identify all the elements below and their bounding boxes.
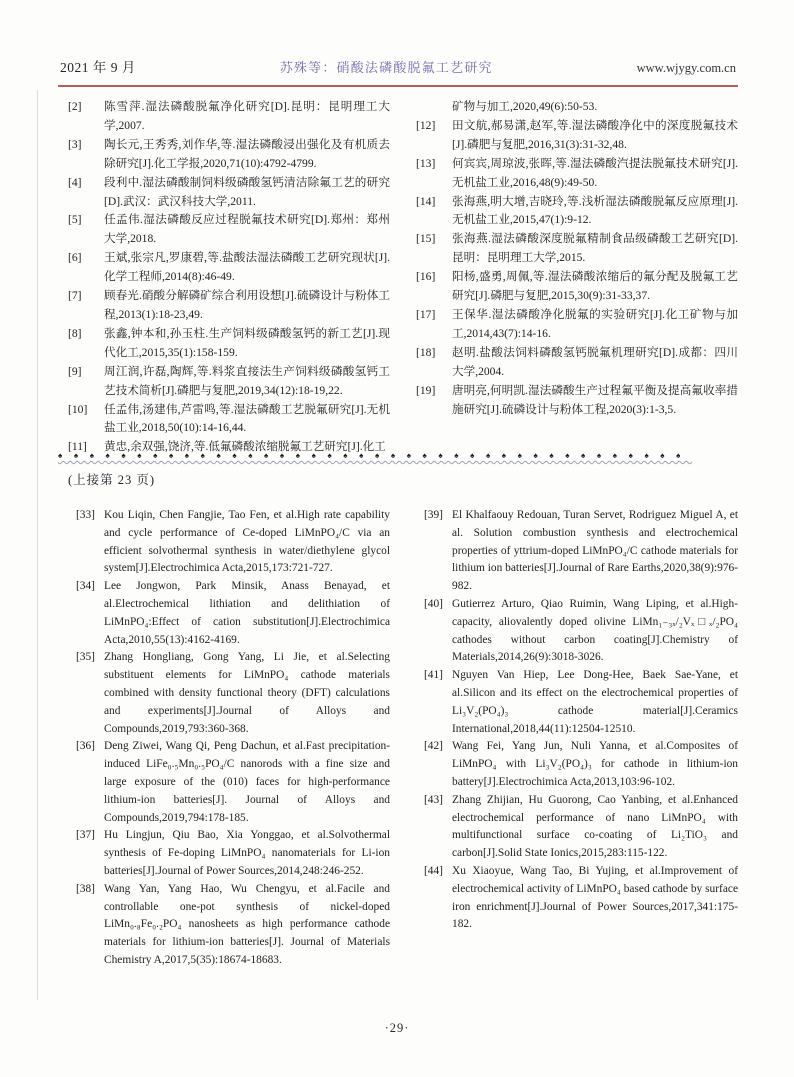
reference-text: Xu Xiaoyue, Wang Tao, Bi Yujing, et al.Improvement of electrochemical activity of LiMnPO₄ based cathode by surface iron enrichment[J].Journal of Power Sources,2017,341:175-182. xyxy=(452,864,738,931)
references-bottom-right-column xyxy=(416,507,738,970)
reference-item xyxy=(416,792,738,863)
reference-text: Nguyen Van Hiep, Lee Dong-Hee, Baek Sae-Yane, et al.Silicon and its effect on the electrochemical properties of Li₃V₂(PO₄)₃ cathode material[J].Ceramics International,2018,44(11):12504-12510. xyxy=(452,669,738,735)
reference-item xyxy=(416,117,738,155)
reference-item xyxy=(416,155,738,193)
reference-label: [11] xyxy=(68,440,87,454)
scan-artifact-line xyxy=(37,90,38,1000)
reference-label: [39] xyxy=(424,509,443,521)
reference-label: [3] xyxy=(68,137,82,151)
reference-text: Lee Jongwon, Park Minsik, Anass Benayad, et al.Electrochemical lithiation and delithiation of LiMnPO₄:Effect of cation substitution[J].Electrochimica Acta,2010,55(13):4162-4169. xyxy=(104,580,390,646)
reference-label: [7] xyxy=(68,289,82,303)
reference-label: [4] xyxy=(68,175,82,189)
reference-item xyxy=(68,174,390,212)
reference-label: [2] xyxy=(68,100,82,113)
reference-item xyxy=(68,249,390,287)
reference-label: [34] xyxy=(76,580,95,593)
reference-label: [6] xyxy=(68,251,82,265)
reference-text: 任孟伟,汤建伟,芦雷鸣,等.湿法磷酸工艺脱氟研究[J].无机盐工业,2018,50(10):14-16,44. xyxy=(104,402,390,435)
reference-item xyxy=(68,211,390,249)
reference-text: 唐明亮,何明凯.湿法磷酸生产过程氟平衡及提高氟收率措施研究[J].硫磷设计与粉体工程,2020(3):1-3,5. xyxy=(452,383,738,416)
reference-item xyxy=(68,287,390,325)
reference-text: 何宾宾,周琼波,张晖,等.湿法磷酸汽提法脱氟技术研究[J].无机盐工业,2016,48(9):49-50. xyxy=(452,156,738,189)
reference-text: 田文航,郝易潇,赵军,等.湿法磷酸净化中的深度脱氟技术[J].磷肥与复肥,2016,31(3):31-32,48. xyxy=(452,118,738,151)
reference-item xyxy=(416,268,738,306)
ornament-divider: ♠♠♠♠♠♠♠♠♠♠♠♠♠♠♠♠♠♠♠♠♠♠♠♠♠♠♠♠♠♠♠♠♠♠♠♠♠♠♠♠ xyxy=(58,451,692,460)
references-section-bottom xyxy=(68,507,738,970)
reference-label: [37] xyxy=(76,829,95,842)
reference-text: 赵明.盐酸法饲料磷酸氢钙脱氟机理研究[D].成都：四川大学,2004. xyxy=(452,345,738,378)
reference-item xyxy=(68,325,390,363)
running-title: 苏殊等：硝酸法磷酸脱氟工艺研究 xyxy=(279,60,493,75)
references-bottom-left-column xyxy=(68,507,390,970)
reference-label: [36] xyxy=(76,740,95,753)
reference-item xyxy=(416,863,738,934)
reference-text: 王保华.湿法磷酸净化脱氟的实验研究[J].化工矿物与加工,2014,43(7):14-16. xyxy=(452,307,738,340)
reference-label: [10] xyxy=(68,402,88,416)
reference-label: [18] xyxy=(416,345,436,359)
references-section-top xyxy=(68,98,738,457)
reference-text: 段利中.湿法磷酸制饲料级磷酸氢钙清洁除氟工艺的研究[D].武汉：武汉科技大学,2011. xyxy=(104,175,390,208)
reference-item xyxy=(416,507,738,596)
reference-item xyxy=(416,193,738,231)
reference-text: Kou Liqin, Chen Fangjie, Tao Fen, et al.High rate capability and cycle performance of Ce-doped LiMnPO₄/C via an efficient solvothermal synthesis in water/diethylene glycol system[J].Electrochimica Acta,2015,173:721-727. xyxy=(104,509,390,575)
reference-text: Deng Ziwei, Wang Qi, Peng Dachun, et al.Fast precipitation-induced LiFe₀.₅Mn₀.₅PO₄/C nanorods with a fine size and large exposure of the (010) faces for high-performance lithium-ion batteries[J]. Journal of Alloys and Compounds,2019,794:178-185. xyxy=(104,740,390,824)
page-number: ·29· xyxy=(384,1021,410,1035)
reference-text: 阳杨,盛勇,周佩,等.湿法磷酸浓缩后的氟分配及脱氟工艺研究[J].磷肥与复肥,2015,30(9):31-33,37. xyxy=(452,270,738,303)
reference-label: [35] xyxy=(76,651,95,664)
reference-text: 矿物与加工,2020,49(6):50-53. xyxy=(452,100,598,113)
reference-item xyxy=(416,382,738,420)
reference-item xyxy=(416,596,738,667)
reference-text: 张海燕,明大增,吉晓玲,等.浅析湿法磷酸脱氟反应原理[J].无机盐工业,2015,47(1):9-12. xyxy=(452,194,738,227)
reference-text: Zhang Hongliang, Gong Yang, Li Jie, et al.Selecting substituent elements for LiMnPO₄ cathode materials combined with density functional theory (DFT) calculations and experiments[J].Journal of Alloys and Compounds,2019,793:360-368. xyxy=(104,651,390,735)
reference-text: 陈雪萍.湿法磷酸脱氟净化研究[D].昆明：昆明理工大学,2007. xyxy=(104,100,390,132)
reference-item xyxy=(68,578,390,649)
reference-item xyxy=(416,306,738,344)
reference-item xyxy=(416,230,738,268)
references-top-right-column xyxy=(416,98,738,457)
reference-label: [17] xyxy=(416,307,436,321)
reference-text: 王斌,张宗凡,罗康碧,等.盐酸法湿法磷酸工艺研究现状[J].化学工程师,2014(8):46-49. xyxy=(104,251,390,284)
reference-text: 陶长元,王秀秀,刘作华,等.湿法磷酸浸出强化及有机质去除研究[J].化工学报,2020,71(10):4792-4799. xyxy=(104,137,390,170)
reference-item xyxy=(68,363,390,401)
reference-text: 周江润,许磊,陶辉,等.料浆直接法生产饲料级磷酸氢钙工艺技术简析[J].磷肥与复肥,2019,34(12):18-19,22. xyxy=(104,364,390,397)
reference-label: [33] xyxy=(76,509,95,521)
reference-text: 黄忠,余双强,饶济,等.低氟磷酸浓缩脱氟工艺研究[J].化工 xyxy=(104,440,386,454)
reference-text: Wang Yan, Yang Hao, Wu Chengyu, et al.Facile and controllable one-pot synthesis of nickel-doped LiMn₀.₈Fe₀.₂PO₄ nanosheets as high performance cathode materials for lithium-ion batteries[J]. Journal of Materials Chemistry A,2017,5(35):18674-18683. xyxy=(104,882,390,966)
reference-text: Gutierrez Arturo, Qiao Ruimin, Wang Liping, et al.High-capacity, aliovalently doped olivine LiMn₁₋₃ₓ/₂Vₓ□ₓ/₂PO₄ cathodes without carbon coating[J].Chemistry of Materials,2014,26(9):3018-3026. xyxy=(452,597,738,664)
reference-item xyxy=(68,738,390,827)
reference-label: [42] xyxy=(424,740,443,753)
reference-item xyxy=(416,98,738,117)
references-top-left-column xyxy=(68,98,390,457)
reference-label: [9] xyxy=(68,364,82,378)
reference-label: [15] xyxy=(416,232,436,246)
reference-text: 任孟伟.湿法磷酸反应过程脱氟技术研究[D].郑州：郑州大学,2018. xyxy=(104,213,390,246)
reference-label: [41] xyxy=(424,669,443,682)
reference-label: [40] xyxy=(424,597,443,610)
reference-item xyxy=(68,136,390,174)
reference-item xyxy=(416,344,738,382)
reference-item xyxy=(68,98,390,136)
reference-label: [19] xyxy=(416,383,436,397)
reference-text: Wang Fei, Yang Jun, Nuli Yanna, et al.Composites of LiMnPO₄ with Li₃V₂(PO₄)₃ for cathode in lithium-ion battery[J].Electrochimica Acta,2013,103:96-102. xyxy=(452,740,738,788)
reference-label: [43] xyxy=(424,793,443,806)
reference-label: [44] xyxy=(424,864,443,877)
reference-label: [5] xyxy=(68,213,82,227)
reference-text: 张鑫,钟本和,孙玉柱.生产饲料级磷酸氢钙的新工艺[J].现代化工,2015,35(1):158-159. xyxy=(104,326,390,359)
journal-website: www.wjygy.com.cn xyxy=(636,61,736,75)
reference-label xyxy=(416,98,452,117)
reference-label: [13] xyxy=(416,156,436,170)
reference-text: El Khalfaouy Redouan, Turan Servet, Rodriguez Miguel A, et al. Solution combustion synthesis and electrochemical properties of yttrium-doped LiMnPO₄/C cathode materials for lithium ion batteries[J].Journal of Rare Earths,2020,38(9):976-982. xyxy=(452,509,738,593)
reference-text: 张海燕.湿法磷酸深度脱氟精制食品级磷酸工艺研究[D].昆明：昆明理工大学,2015. xyxy=(452,232,738,265)
page-header xyxy=(60,56,736,76)
reference-text: Zhang Zhijian, Hu Guorong, Cao Yanbing, et al.Enhanced electrochemical performance of nano LiMnPO₄ with multifunctional surface co-coating of Li₂TiO₃ and carbon[J].Solid State Ionics,2015,283:115-122. xyxy=(452,793,738,860)
reference-text: 顾春光.硝酸分解磷矿综合利用设想[J].硫磷设计与粉体工程,2013(1):18-23,49. xyxy=(104,289,390,321)
reference-item xyxy=(68,827,390,880)
issue-date: 2021 年 9 月 xyxy=(60,60,136,75)
reference-item xyxy=(68,401,390,439)
reference-item xyxy=(68,881,390,970)
reference-label: [16] xyxy=(416,270,436,284)
reference-label: [12] xyxy=(416,118,436,132)
reference-label: [8] xyxy=(68,326,82,340)
reference-label: [14] xyxy=(416,194,436,208)
reference-text: Hu Lingjun, Qiu Bao, Xia Yonggao, et al.Solvothermal synthesis of Fe-doping LiMnPO₄ nanomaterials for Li-ion batteries[J].Journal of Power Sources,2014,248:246-252. xyxy=(104,829,390,877)
reference-label: [38] xyxy=(76,882,95,895)
reference-item xyxy=(68,649,390,738)
reference-item xyxy=(68,507,390,578)
header-rule xyxy=(58,85,738,87)
reference-item xyxy=(416,738,738,791)
reference-item xyxy=(416,667,738,738)
continuation-note: (上接第 23 页) xyxy=(68,473,156,487)
